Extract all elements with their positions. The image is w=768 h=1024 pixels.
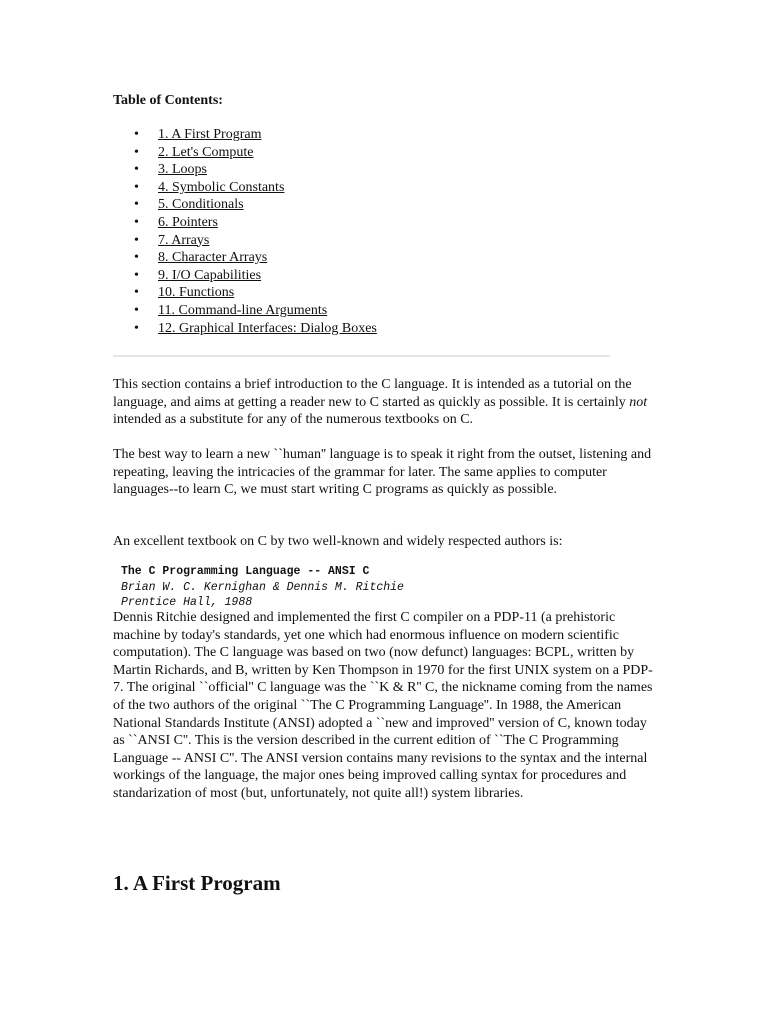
toc-link-pointers[interactable]: 6. Pointers: [158, 214, 218, 230]
toc-item: [113, 320, 377, 338]
book-title: The C Programming Language -- ANSI C: [121, 565, 370, 578]
toc-item: [113, 179, 377, 197]
section-heading: 1. A First Program: [113, 871, 281, 895]
intro-text: intended as a substitute for any of the numerous textbooks on C.: [113, 412, 474, 428]
toc-link-command-line-arguments[interactable]: 11. Command-line Arguments: [158, 302, 328, 318]
bullet-icon: •: [134, 162, 139, 178]
intro-paragraph-2-text: The best way to learn a new ``human'' language is to speak it right from the outset, listening and repeating, leaving the intricacies of the grammar for later. The same applies to computer languages--to learn C, we must start writing C programs as quickly as possible.: [113, 447, 652, 498]
toc-link-character-arrays[interactable]: 8. Character Arrays: [158, 250, 268, 266]
toc-link-graphical-interfaces[interactable]: 12. Graphical Interfaces: Dialog Boxes: [158, 320, 377, 336]
book-citation: [121, 564, 404, 611]
bullet-icon: •: [134, 232, 139, 248]
intro-paragraph-3-text: An excellent textbook on C by two well-known and widely respected authors is:: [113, 534, 563, 549]
bullet-icon: •: [134, 197, 139, 213]
book-publisher: Prentice Hall, 1988: [121, 596, 253, 609]
toc-item: [113, 196, 377, 214]
toc-title: Table of Contents:: [113, 93, 223, 108]
toc-item: [113, 161, 377, 179]
toc-link-symbolic-constants[interactable]: 4. Symbolic Constants: [158, 179, 285, 195]
toc-link-loops[interactable]: 3. Loops: [158, 162, 207, 178]
toc-item: [113, 214, 377, 232]
horizontal-divider: [113, 355, 610, 357]
toc-link-lets-compute[interactable]: 2. Let's Compute: [158, 144, 254, 160]
toc-link-conditionals[interactable]: 5. Conditionals: [158, 197, 244, 213]
bullet-icon: •: [134, 144, 139, 160]
history-paragraph-text: Dennis Ritchie designed and implemented the first C compiler on a PDP-11 (a prehistoric machine by today's standards, yet one which had enormous influence on modern scientific computation). The C language was based on two (now defunct) languages: BCPL, written by Martin Richards, and B, written by Ken Thompson in 1970 for the first UNIX system on a PDP-7. The original ``official'' C language was the ``K & R'' C, the nickname coming from the names of the two authors of the original ``The C Programming Language''. In 1988, the American National Standards Institute (ANSI) adopted a ``new and improved'' version of C, known today as ``ANSI C''. This is the version described in the current edition of ``The C Programming Language -- ANSI C''. The ANSI version contains many revisions to the syntax and the internal workings of the language, the major ones being improved calling syntax for procedures and standarization of most (but, unfortunately, not quite all!) system libraries.: [113, 610, 653, 801]
intro-paragraph-3: [113, 533, 659, 551]
toc-item: [113, 126, 377, 144]
history-paragraph: [113, 609, 659, 803]
toc-link-first-program[interactable]: 1. A First Program: [158, 127, 262, 142]
bullet-icon: •: [134, 267, 139, 283]
intro-paragraph-1: [113, 376, 659, 429]
toc-item: [113, 232, 377, 250]
intro-text: This section contains a brief introduction to the C language. It is intended as a tutorial on the language, and aims at getting a reader new to C started as quickly as possible. It is certainly: [113, 377, 632, 410]
toc-item: [113, 144, 377, 162]
toc-item: [113, 267, 377, 285]
toc-item: [113, 302, 377, 320]
bullet-icon: •: [134, 179, 139, 195]
bullet-icon: •: [134, 250, 139, 266]
toc-link-functions[interactable]: 10. Functions: [158, 285, 235, 301]
bullet-icon: •: [134, 302, 139, 318]
book-authors: Brian W. C. Kernighan & Dennis M. Ritchie: [121, 580, 404, 594]
bullet-icon: •: [134, 127, 139, 142]
bullet-icon: •: [134, 285, 139, 301]
toc-link-arrays[interactable]: 7. Arrays: [158, 232, 210, 248]
intro-paragraph-2: [113, 446, 659, 499]
toc-link-io-capabilities[interactable]: 9. I/O Capabilities: [158, 267, 262, 283]
toc-item: [113, 284, 377, 302]
bullet-icon: •: [134, 320, 139, 336]
bullet-icon: •: [134, 214, 139, 230]
toc-list: [113, 126, 377, 337]
toc-item: [113, 249, 377, 267]
intro-emphasis: not: [629, 394, 648, 410]
